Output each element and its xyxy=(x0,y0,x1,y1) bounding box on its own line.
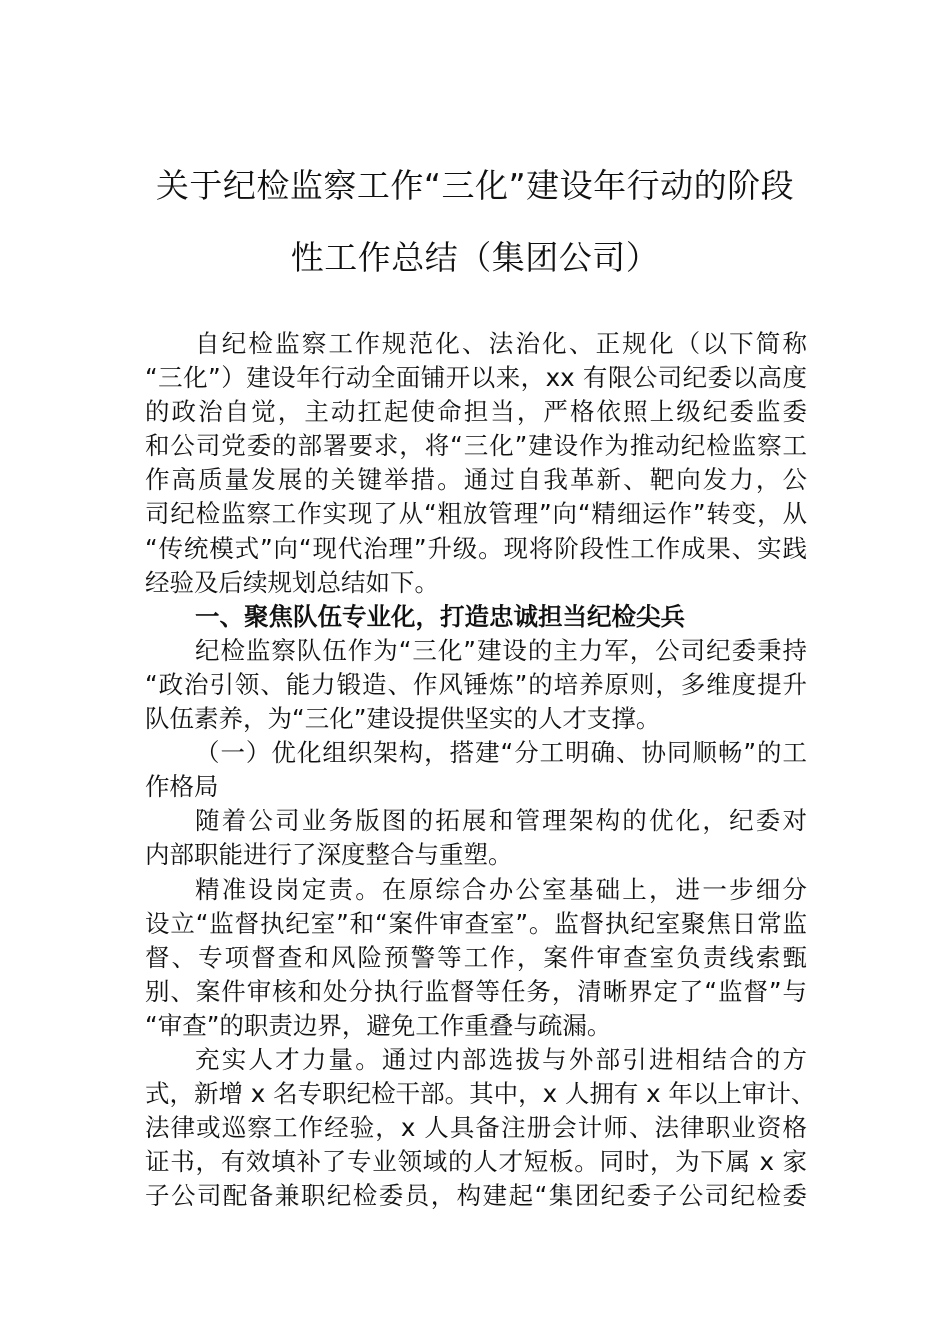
text-line: 子公司配备兼职纪检委员，构建起“集团纪委子公司纪检委 xyxy=(145,1181,807,1211)
document-body xyxy=(145,327,816,1213)
text-line: 随着公司业务版图的拓展和管理架构的优化，纪委对 xyxy=(195,806,807,836)
text-line: 自纪检监察工作规范化、法治化、正规化（以下简称 xyxy=(195,329,807,358)
text-line: 作高质量发展的关键举措。通过自我革新、靶向发力，公 xyxy=(145,465,807,495)
document-title-line-2: 性工作总结（集团公司） xyxy=(290,238,660,277)
text-line: 的政治自觉，主动扛起使命担当，严格依照上级纪委监委 xyxy=(145,397,807,427)
text-line: “三化”）建设年行动全面铺开以来，xx 有限公司纪委以高度 xyxy=(145,363,807,393)
text-line: 精准设岗定责。在原综合办公室基础上，进一步细分 xyxy=(195,874,807,904)
text-line: 充实人才力量。通过内部选拔与外部引进相结合的方 xyxy=(195,1044,807,1074)
text-line: 内部职能进行了深度整合与重塑。 xyxy=(145,840,513,870)
text-line: “政治引领、能力锻造、作风锤炼”的培养原则，多维度提升 xyxy=(145,669,807,699)
text-line: 经验及后续规划总结如下。 xyxy=(145,567,439,597)
text-line: 队伍素养，为“三化”建设提供坚实的人才支撑。 xyxy=(145,704,661,734)
text-line: 督、专项督查和风险预警等工作，案件审查室负责线索甄 xyxy=(145,942,807,972)
text-line: “审查”的职责边界，避免工作重叠与疏漏。 xyxy=(145,1010,612,1040)
text-line: “传统模式”向“现代治理”升级。现将阶段性工作成果、实践 xyxy=(145,533,807,563)
text-line: 司纪检监察工作实现了从“粗放管理”向“精细运作”转变，从 xyxy=(145,499,807,529)
text-line: 法律或巡察工作经验，x 人具备注册会计师、法律职业资格 xyxy=(145,1113,807,1143)
text-line: 式，新增 x 名专职纪检干部。其中，x 人拥有 x 年以上审计、 xyxy=(145,1079,816,1109)
paragraph-intro xyxy=(145,327,807,600)
heading-line: 作格局 xyxy=(145,772,219,802)
text-line: 设立“监督执纪室”和“案件审查室”。监督执纪室聚焦日常监 xyxy=(145,908,807,938)
subsection-heading-1 xyxy=(145,736,807,804)
section-heading-1 xyxy=(145,600,807,634)
paragraph-positions xyxy=(145,873,807,1043)
paragraph-structure xyxy=(145,804,807,872)
paragraph-talent xyxy=(145,1043,816,1213)
heading-line: 一、聚焦队伍专业化，打造忠诚担当纪检尖兵 xyxy=(195,601,685,631)
text-line: 和公司党委的部署要求，将“三化”建设作为推动纪检监察工 xyxy=(145,431,807,461)
text-line: 纪检监察队伍作为“三化”建设的主力军，公司纪委秉持 xyxy=(195,635,807,665)
text-line: 证书，有效填补了专业领域的人才短板。同时，为下属 x 家 xyxy=(145,1147,807,1177)
document-title-line-1: 关于纪检监察工作“三化”建设年行动的阶段 xyxy=(155,166,795,205)
paragraph-team xyxy=(145,634,807,736)
text-line: 别、案件审核和处分执行监督等任务，清晰界定了“监督”与 xyxy=(145,976,807,1006)
heading-line: （一）优化组织架构，搭建“分工明确、协同顺畅”的工 xyxy=(195,738,807,768)
